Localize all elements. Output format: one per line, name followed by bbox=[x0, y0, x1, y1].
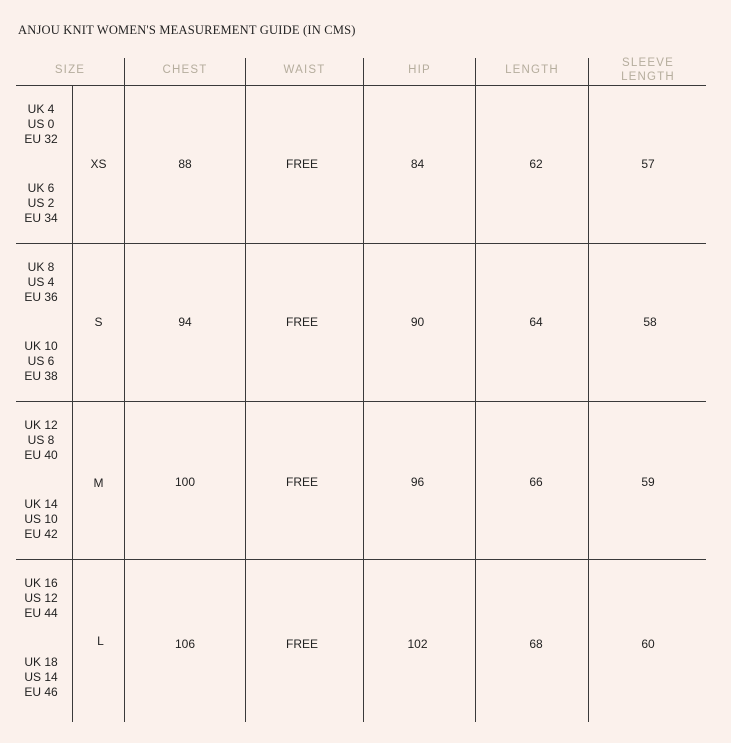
waist-cell: FREE bbox=[285, 157, 318, 171]
intl-sizes-top bbox=[14, 576, 68, 621]
intl-size: EU 34 bbox=[24, 211, 58, 225]
size-cell: XS bbox=[90, 157, 107, 171]
intl-size: UK 18 bbox=[24, 655, 58, 669]
intl-size: US 6 bbox=[27, 354, 55, 368]
size-cell: L bbox=[97, 634, 104, 648]
header-waist: WAIST bbox=[283, 64, 326, 76]
intl-size: US 2 bbox=[27, 196, 55, 210]
header-sleeve-line2: LENGTH bbox=[621, 71, 675, 83]
sleeve-cell: 60 bbox=[641, 637, 655, 651]
intl-size: UK 16 bbox=[24, 576, 58, 590]
intl-size: UK 4 bbox=[27, 102, 55, 116]
chest-cell: 88 bbox=[178, 157, 192, 171]
header-chest: CHEST bbox=[162, 64, 208, 76]
waist-cell: FREE bbox=[285, 475, 318, 489]
length-cell: 62 bbox=[529, 157, 543, 171]
intl-size: US 14 bbox=[24, 670, 58, 684]
size-cell: S bbox=[94, 315, 103, 329]
intl-sizes-bottom bbox=[14, 655, 68, 700]
row-divider bbox=[16, 559, 706, 560]
waist-cell: FREE bbox=[285, 637, 318, 651]
intl-size: UK 12 bbox=[24, 418, 58, 432]
sleeve-cell: 58 bbox=[643, 315, 657, 329]
intl-sizes-bottom bbox=[14, 181, 68, 226]
intl-size: US 8 bbox=[27, 433, 55, 447]
header-size: SIZE bbox=[54, 64, 86, 76]
hip-cell: 102 bbox=[407, 637, 428, 651]
intl-size: EU 32 bbox=[24, 132, 58, 146]
chest-cell: 106 bbox=[174, 637, 196, 651]
intl-size: EU 40 bbox=[24, 448, 58, 462]
size-cell: M bbox=[93, 476, 104, 490]
row-divider bbox=[16, 401, 706, 402]
intl-sizes-bottom bbox=[14, 497, 68, 542]
intl-size: US 12 bbox=[24, 591, 58, 605]
intl-size: UK 14 bbox=[24, 497, 58, 511]
intl-sizes-bottom bbox=[14, 339, 68, 384]
intl-size: EU 42 bbox=[24, 527, 58, 541]
intl-sizes-top bbox=[14, 260, 68, 305]
intl-size: UK 8 bbox=[27, 260, 55, 274]
column-divider bbox=[72, 86, 73, 722]
page-title: ANJOU KNIT WOMEN'S MEASUREMENT GUIDE (IN CMS) bbox=[18, 23, 356, 37]
intl-sizes-top bbox=[14, 102, 68, 147]
waist-cell: FREE bbox=[285, 315, 318, 329]
header-sleeve-line1: SLEEVE bbox=[622, 57, 674, 69]
intl-size: EU 44 bbox=[24, 606, 58, 620]
intl-size: EU 36 bbox=[24, 290, 58, 304]
header-length: LENGTH bbox=[505, 64, 559, 76]
intl-size: UK 10 bbox=[24, 339, 58, 353]
header-sleeve-length bbox=[589, 55, 707, 85]
intl-size: US 0 bbox=[27, 117, 55, 131]
intl-size: UK 6 bbox=[27, 181, 55, 195]
length-cell: 68 bbox=[529, 637, 543, 651]
intl-size: US 4 bbox=[27, 275, 55, 289]
hip-cell: 90 bbox=[410, 315, 425, 329]
intl-size: EU 46 bbox=[24, 685, 58, 699]
intl-size: US 10 bbox=[24, 512, 58, 526]
row-divider bbox=[16, 243, 706, 244]
sleeve-cell: 57 bbox=[641, 157, 655, 171]
intl-sizes-top bbox=[14, 418, 68, 463]
hip-cell: 84 bbox=[410, 157, 425, 171]
length-cell: 66 bbox=[529, 475, 543, 489]
sleeve-cell: 59 bbox=[641, 475, 655, 489]
intl-size: EU 38 bbox=[24, 369, 58, 383]
header-hip: HIP bbox=[408, 64, 431, 76]
header-top-rule bbox=[16, 85, 706, 86]
length-cell: 64 bbox=[529, 315, 543, 329]
chest-cell: 100 bbox=[174, 475, 196, 489]
hip-cell: 96 bbox=[410, 475, 425, 489]
chest-cell: 94 bbox=[178, 315, 192, 329]
